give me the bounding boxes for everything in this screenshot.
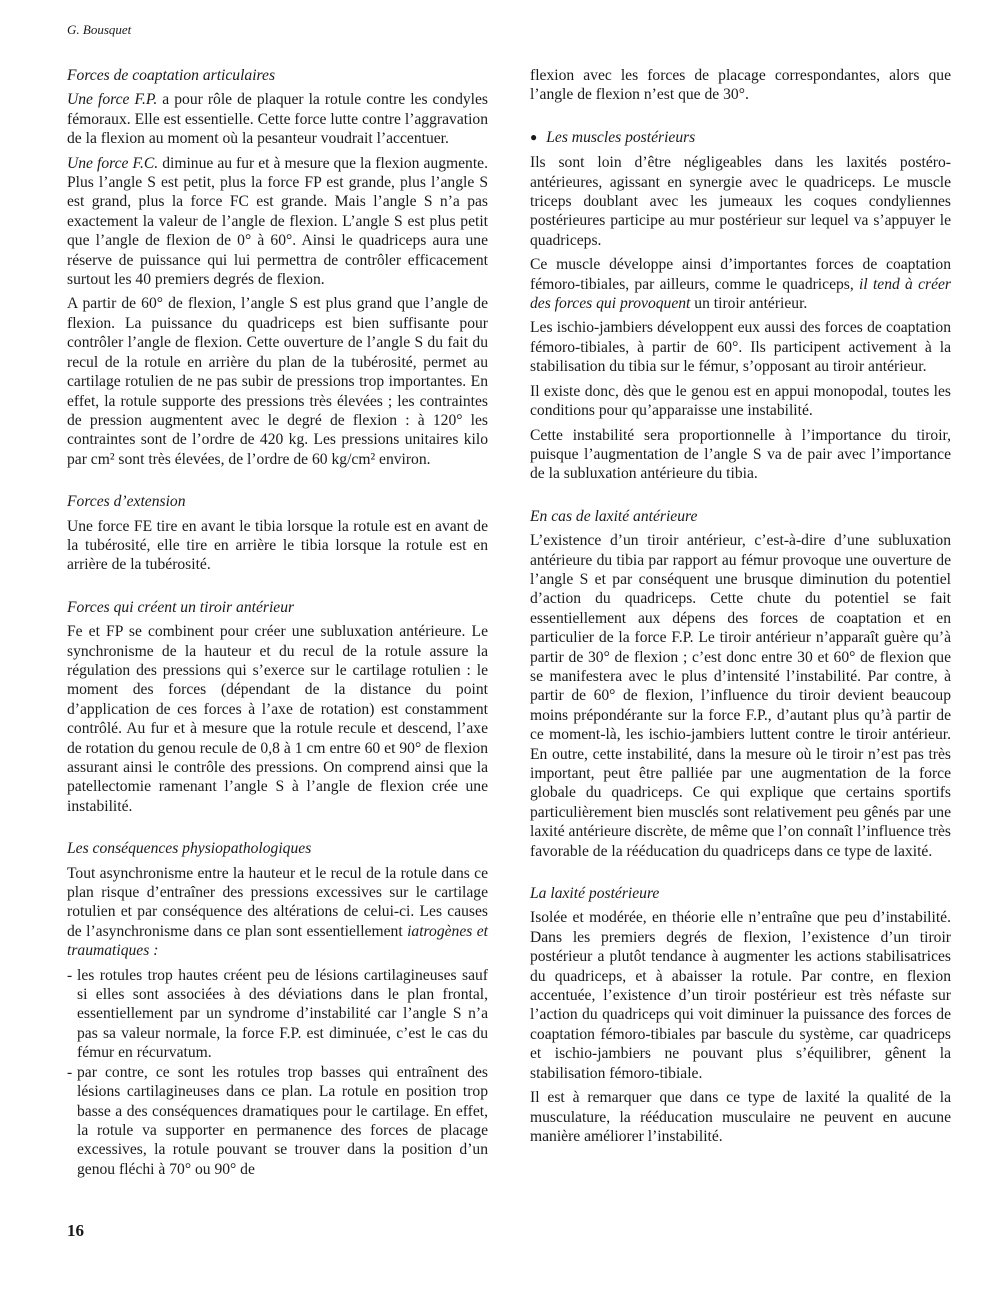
paragraph [530, 255, 951, 313]
italic-lead: Une force F.C. [67, 154, 159, 172]
paragraph: Isolée et modérée, en théorie elle n’entraîne que peu d’instabilité. Dans les premiers degrés de flexion, l’existence d’un tiroir postérieur a plutôt tendance à augmenter les actions stabilisatrices du quadriceps, et à abaisser la rotule. Par contre, en flexion accentuée, l’existence d’un tiroir postérieur est très néfaste sur l’action du quadriceps qui voit diminuer la puissance des forces de coaptation fémoro-tibiales par bascule du système, car quadriceps et ischio-jambiers ne pouvant plus s’équilibrer, gênent la stabilisation fémoro-tibiale. [530, 909, 951, 1082]
right-column [530, 66, 951, 1151]
section-heading-consequences: Les conséquences physiopathologiques [67, 840, 312, 858]
paragraph: Il est à remarquer que dans ce type de laxité la qualité de la musculature, la rééducation musculaire ne peuvent en aucune manière améliorer l’instabilité. [530, 1089, 951, 1145]
section-heading-posterieurs: ● Les muscles postérieurs [530, 128, 951, 148]
running-head: G. Bousquet [67, 22, 132, 37]
paragraph [67, 90, 488, 148]
paragraph-text: a pour rôle de plaquer la rotule contre les condyles fémoraux. Elle est essentielle. Cette force lutte contre l’aggravation de la flexion au moment où la pesanteur voudrait l’accentuer. [67, 91, 488, 148]
paragraph: Fe et FP se combinent pour créer une subluxation antérieure. Le synchronisme de la hauteur et du recul de la rotule assure la régulation des pressions qui s’exerce sur le cartilage rotulien : le moment des forces (dépendant de la distance du point d’application de ces forces à l’axe de rotation) est constamment contrôlé. Au fur et à mesure que la rotule recule et descend, l’axe de rotation du genou recule de 0,8 à 1 cm entre 60 et 90° de flexion assurant ainsi le contrôle des pressions. On comprend ainsi que la patellectomie ramenant l’angle S à l’angle de flexion crée une instabilité. [67, 623, 488, 815]
paragraph-text: un tiroir antérieur. [690, 295, 808, 313]
paragraph: Les ischio-jambiers développent eux aussi des forces de coaptation fémoro-tibiales, à partir de 60°. Ils participent activement à la stabilisation du tibia sur le fémur, s’opposant au tiroir antérieur. [530, 319, 951, 376]
italic-lead: Une force F.P. [67, 91, 158, 109]
paragraph-continuation: flexion avec les forces de placage correspondantes, alors que l’angle de flexion n’est que de 30°. [530, 67, 951, 104]
list-item: - par contre, ce sont les rotules trop basses qui entraînent des lésions cartilagineuses dans ce plan. La rotule en position trop basse a des conséquences dramatiques pour le cartilage. En effet, la rotule va supporter en permanence des forces de placage excessives, la rotule pouvant se trouver dans la position d’un genou fléchi à 70° ou 90° de [67, 1063, 488, 1179]
paragraph-text: diminue au fur et à mesure que la flexion augmente. Plus l’angle S est petit, plus la force FP est grande, plus l’angle S est grand, plus la force FC est grande. Mais l’angle S n’a pas exactement la valeur de l’angle de flexion. L’angle S est plus petit que l’angle de flexion de 0° à 60°. Ainsi le quadriceps aura une réserve de puissance qui lui permettra de contrôler efficacement surtout les 40 premiers degrés de flexion. [67, 154, 488, 289]
section-heading-extension: Forces d’extension [67, 493, 186, 511]
italic-phrase: il tend à créer des forces qui provoquent [530, 275, 951, 313]
section-heading-laxite-anterieure: En cas de laxité antérieure [530, 507, 698, 525]
paragraph: Une force FE tire en avant le tibia lorsque la rotule est en avant de la tubérosité, elle tire en arrière le tibia lorsque la rotule est en arrière de la tubérosité. [67, 517, 488, 574]
paragraph: L’existence d’un tiroir antérieur, c’est-à-dire d’une subluxation antérieure du tibia par rapport au fémur provoque une ouverture de l’angle S et par conséquent une brusque diminution du potentiel d’action du quadriceps. Cette chute du potentiel se fait essentiellement aux dépens des forces de coaptation et en particulier de la force F.P. Le tiroir antérieur n’apparaît guère qu’à partir de 30° de flexion ; c’est donc entre 30 et 60° de flexion que se manifestera avec le plus d’intensité l’instabilité. Par contre, à partir de 60° de flexion, l’influence du tiroir devient beaucoup moins prépondérante sur la force F.P., d’autant plus qu’à partir de ce moment-là, les ischio-jambiers luttent contre le tiroir antérieur. En outre, cette instabilité, dans la mesure où le tiroir n’est pas très important, peut être palliée par une augmentation de la force globale du quadriceps. Ce qui explique que certains sportifs particulièrement bien musclés sont relativement peu gênés par une laxité antérieure discrète, de même que l’on connaît l’influence très favorable de la rééducation du quadriceps dans ce type de laxité. [530, 532, 951, 860]
section-heading-laxite-posterieure: La laxité postérieure [530, 885, 660, 903]
page-number: 16 [67, 1221, 84, 1240]
paragraph: Il existe donc, dès que le genou est en appui monopodal, toutes les conditions pour qu’apparaisse une instabilité. [530, 382, 951, 420]
paragraph [67, 154, 488, 290]
paragraph: Cette instabilité sera proportionnelle à l’importance du tiroir, puisque l’augmentation de l’angle S va de pair avec l’importance de la subluxation antérieure du tibia. [530, 426, 951, 483]
paragraph-text: Tout asynchronisme entre la hauteur et le recul de la rotule dans ce plan risque d’entraîner des pressions excessives sur le cartilage rotulien et par conséquence des altérations de celui-ci. Les causes de l’asynchronisme dans ce plan sont essentiellement [67, 864, 488, 940]
section-heading-tiroir: Forces qui créent un tiroir antérieur [67, 598, 295, 616]
dash-list [67, 966, 488, 1179]
left-column [67, 66, 488, 1184]
italic-phrase: iatrogènes et traumatiques : [67, 922, 488, 960]
paragraph: Ils sont loin d’être négligeables dans les laxités postéro-antérieures, agissant en synergie avec le quadriceps. Le muscle triceps doublant avec les jumeaux les coques condyliennes postérieures participe au mur postérieur sur lequel va s’appuyer le quadriceps. [530, 154, 951, 249]
paragraph-text: Ce muscle développe ainsi d’importantes forces de coaptation fémoro-tibiales, par ailleurs, comme le quadriceps, [530, 256, 951, 293]
section-heading-coaptation: Forces de coaptation articulaires [67, 67, 276, 84]
paragraph [67, 864, 488, 961]
paragraph: A partir de 60° de flexion, l’angle S est plus grand que l’angle de flexion. La puissance du quadriceps est bien suffisante pour contrôler l’angle de flexion. Cette ouverture de l’angle S du fait du recul de la rotule en arrière du plan de la tubérosité, permet au cartilage rotulien de ne pas subir de pressions trop importantes. En effet, la rotule supporte des pressions très élevées ; les contraintes de pression augmentent avec le degré de flexion : à 120° les contraintes sont de l’ordre de 420 kg. Les pressions unitaires kilo par cm² sont très élevées, de l’ordre de 60 kg/cm² environ. [67, 295, 488, 468]
list-item: - les rotules trop hautes créent peu de lésions cartilagineuses sauf si elles sont associées à des déviations dans le plan frontal, essentiellement par un syndrome d’instabilité car l’angle S n’a pas sa valeur normale, la force F.P. est diminuée, c’est le cas du fémur en récurvatum. [67, 966, 488, 1063]
